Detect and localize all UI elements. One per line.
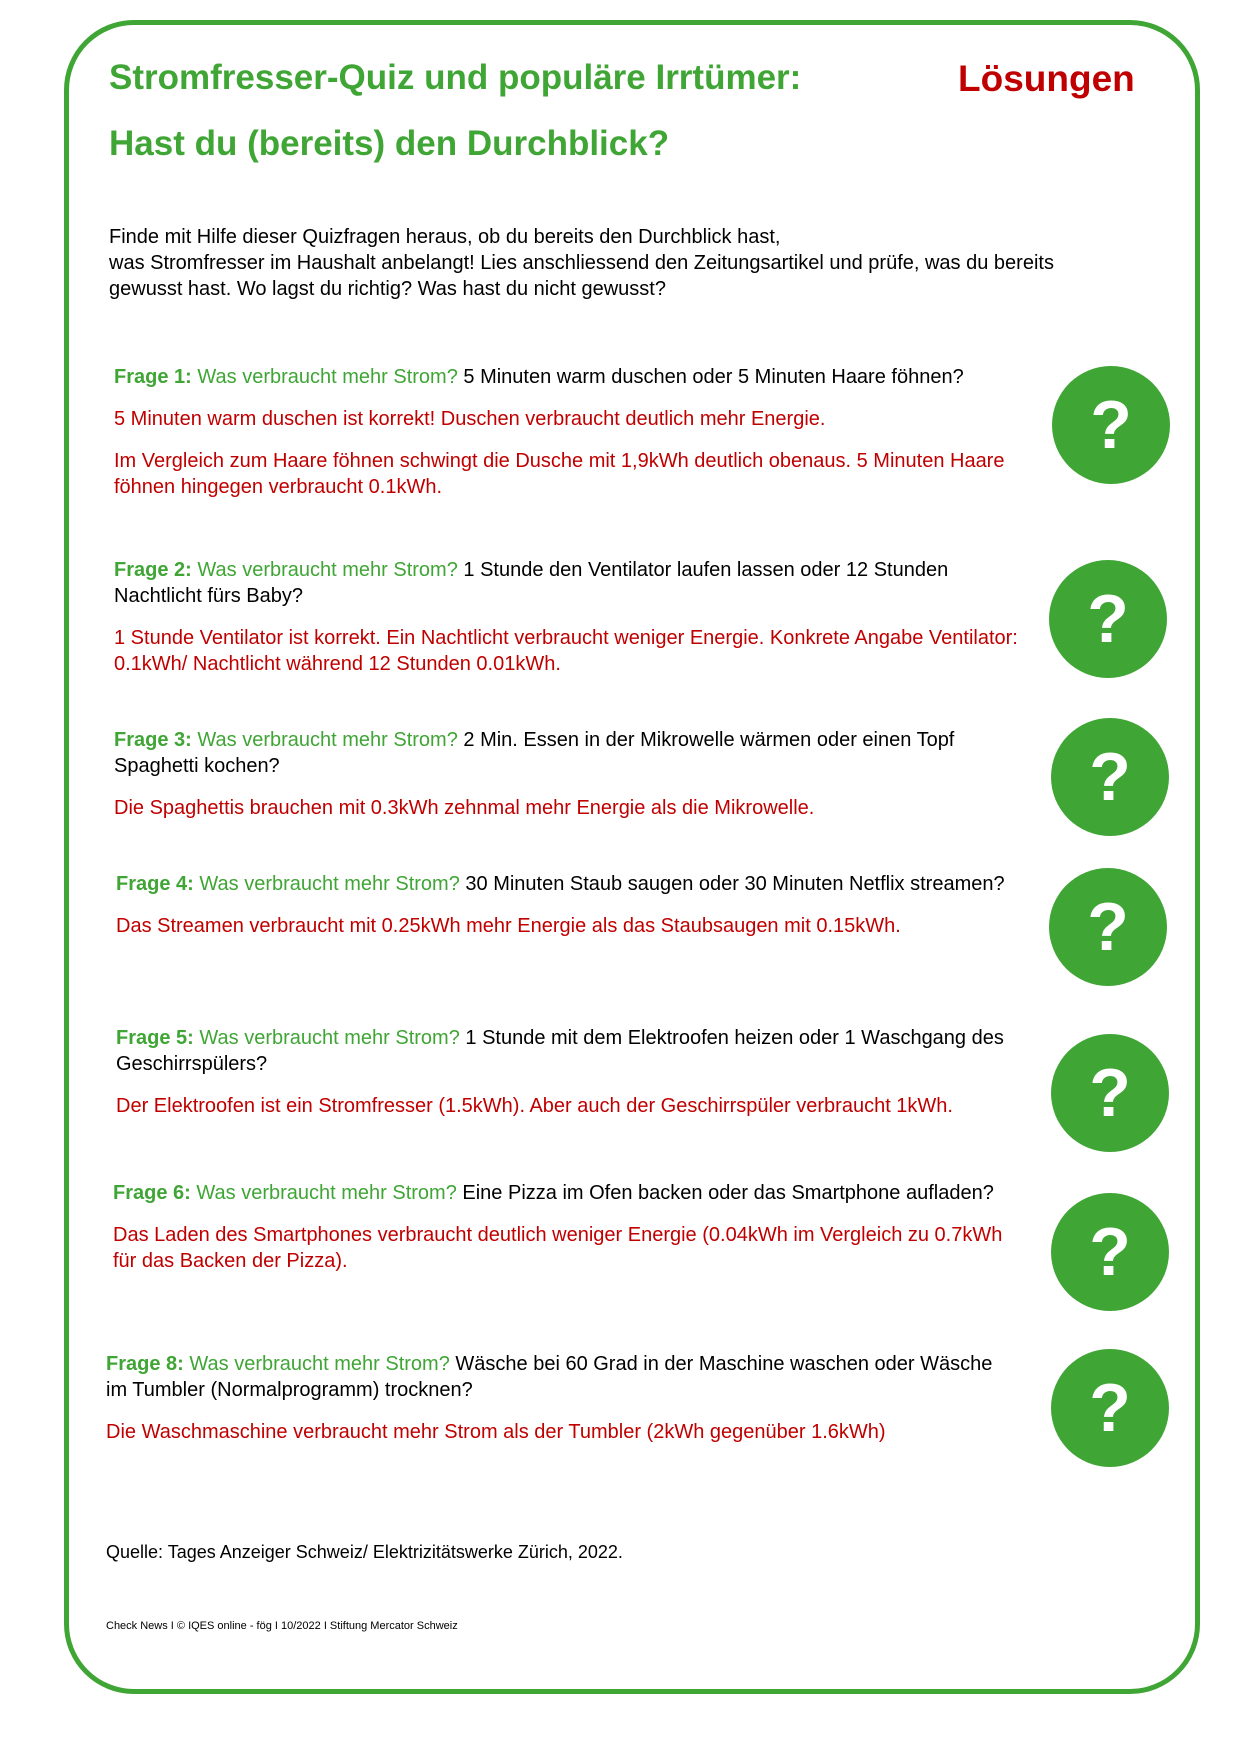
intro-text bbox=[109, 224, 1109, 302]
question-block-5 bbox=[116, 1025, 1026, 1135]
question-text: 2 Min. Essen in der Mikrowelle wärmen oder einen Topf Spaghetti kochen? bbox=[114, 729, 955, 777]
question-8 bbox=[106, 1351, 1016, 1403]
question-mark-icon: ? bbox=[1049, 560, 1167, 678]
question-4 bbox=[116, 871, 1026, 897]
answer-3: Die Spaghettis brauchen mit 0.3kWh zehnmal mehr Energie als die Mikrowelle. bbox=[114, 797, 815, 819]
solutions-label: Lösungen bbox=[958, 58, 1135, 99]
answer-1a: 5 Minuten warm duschen ist korrekt! Duschen verbraucht deutlich mehr Energie. bbox=[114, 408, 826, 430]
question-2 bbox=[114, 557, 1024, 609]
intro-line-1: Finde mit Hilfe dieser Quizfragen heraus, ob du bereits den Durchblick hast, bbox=[109, 226, 781, 248]
question-prompt: Was verbraucht mehr Strom? bbox=[199, 1027, 460, 1049]
footer-text: Check News I © IQES online - fög I 10/2022 I Stiftung Mercator Schweiz bbox=[106, 1620, 458, 1632]
question-mark-icon: ? bbox=[1051, 718, 1169, 836]
question-5 bbox=[116, 1025, 1026, 1077]
question-block-1 bbox=[114, 364, 1024, 516]
question-block-6 bbox=[113, 1180, 1023, 1290]
question-mark-icon: ? bbox=[1051, 1349, 1169, 1467]
question-prompt: Was verbraucht mehr Strom? bbox=[199, 873, 460, 895]
question-label: Frage 4: bbox=[116, 873, 194, 895]
question-label: Frage 2: bbox=[114, 559, 192, 581]
source-note: Quelle: Tages Anzeiger Schweiz/ Elektrizitätswerke Zürich, 2022. bbox=[106, 1542, 623, 1562]
question-label: Frage 6: bbox=[113, 1182, 191, 1204]
answer-1b: Im Vergleich zum Haare föhnen schwingt die Dusche mit 1,9kWh deutlich obenaus. 5 Minuten Haare föhnen hingegen verbraucht 0.1kWh. bbox=[114, 450, 1005, 498]
intro-line-2: was Stromfresser im Haushalt anbelangt! Lies anschliessend den Zeitungsartikel und prüfe, was du bereits gewusst hast. Wo lagst du richtig? Was hast du nicht gewusst? bbox=[109, 252, 1054, 300]
answer-8: Die Waschmaschine verbraucht mehr Strom als der Tumbler (2kWh gegenüber 1.6kWh) bbox=[106, 1421, 886, 1443]
question-label: Frage 8: bbox=[106, 1353, 184, 1375]
answer-2: 1 Stunde Ventilator ist korrekt. Ein Nachtlicht verbraucht weniger Energie. Konkrete Angabe Ventilator: 0.1kWh/ Nachtlicht während 12 Stunden 0.01kWh. bbox=[114, 627, 1018, 675]
question-mark-icon: ? bbox=[1051, 1193, 1169, 1311]
question-1 bbox=[114, 364, 1024, 390]
question-mark-icon: ? bbox=[1052, 366, 1170, 484]
question-label: Frage 1: bbox=[114, 366, 192, 388]
question-mark-icon: ? bbox=[1049, 868, 1167, 986]
question-prompt: Was verbraucht mehr Strom? bbox=[197, 729, 458, 751]
question-block-8 bbox=[106, 1351, 1016, 1461]
question-prompt: Was verbraucht mehr Strom? bbox=[196, 1182, 457, 1204]
question-prompt: Was verbraucht mehr Strom? bbox=[189, 1353, 450, 1375]
answer-6: Das Laden des Smartphones verbraucht deutlich weniger Energie (0.04kWh im Vergleich zu 0.7kWh für das Backen der Pizza). bbox=[113, 1224, 1003, 1272]
question-text: 1 Stunde mit dem Elektroofen heizen oder 1 Waschgang des Geschirrspülers? bbox=[116, 1027, 1004, 1075]
question-6 bbox=[113, 1180, 1023, 1206]
question-text: Wäsche bei 60 Grad in der Maschine waschen oder Wäsche im Tumbler (Normalprogramm) trocknen? bbox=[106, 1353, 993, 1401]
question-block-3 bbox=[114, 727, 1024, 837]
question-prompt: Was verbraucht mehr Strom? bbox=[197, 366, 458, 388]
question-label: Frage 3: bbox=[114, 729, 192, 751]
question-block-2 bbox=[114, 557, 1024, 693]
answer-5: Der Elektroofen ist ein Stromfresser (1.5kWh). Aber auch der Geschirrspüler verbraucht 1kWh. bbox=[116, 1095, 953, 1117]
question-mark-icon: ? bbox=[1051, 1034, 1169, 1152]
question-text: Eine Pizza im Ofen backen oder das Smartphone aufladen? bbox=[462, 1182, 994, 1204]
question-block-4 bbox=[116, 871, 1026, 955]
answer-4: Das Streamen verbraucht mit 0.25kWh mehr Energie als das Staubsaugen mit 0.15kWh. bbox=[116, 915, 901, 937]
question-text: 1 Stunde den Ventilator laufen lassen oder 12 Stunden Nachtlicht fürs Baby? bbox=[114, 559, 949, 607]
question-text: 5 Minuten warm duschen oder 5 Minuten Haare föhnen? bbox=[463, 366, 964, 388]
page-subtitle: Hast du (bereits) den Durchblick? bbox=[109, 124, 670, 163]
page-title: Stromfresser-Quiz und populäre Irrtümer: bbox=[109, 58, 802, 97]
question-label: Frage 5: bbox=[116, 1027, 194, 1049]
question-prompt: Was verbraucht mehr Strom? bbox=[197, 559, 458, 581]
question-text: 30 Minuten Staub saugen oder 30 Minuten Netflix streamen? bbox=[465, 873, 1005, 895]
question-3 bbox=[114, 727, 1024, 779]
